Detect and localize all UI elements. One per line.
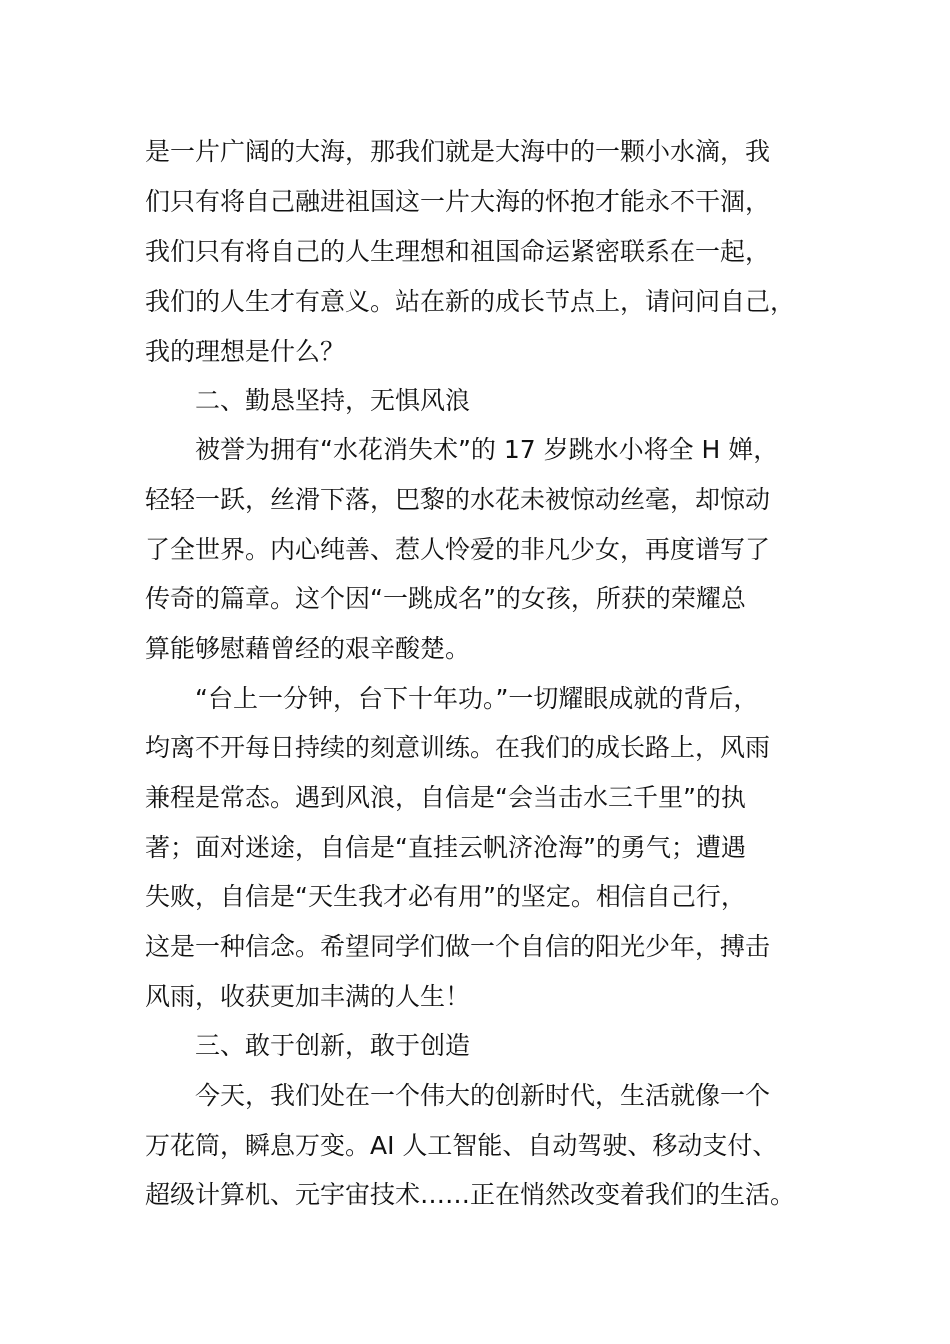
text-line: 这是一种信念。希望同学们做一个自信的阳光少年，搏击 xyxy=(145,932,771,961)
text-line: 著；面对迷途，自信是“直挂云帆济沧海”的勇气；遭遇 xyxy=(145,833,746,862)
section-heading: 三、敢于创新，敢于创造 xyxy=(195,1031,471,1060)
text-line: 万花筒，瞬息万变。AI 人工智能、自动驾驶、移动支付、 xyxy=(145,1131,778,1160)
text-line: 我们只有将自己的人生理想和祖国命运紧密联系在一起， xyxy=(145,237,771,266)
text-line: 我们的人生才有意义。站在新的成长节点上，请问问自己， xyxy=(145,287,796,316)
text-line: 超级计算机、元宇宙技术……正在悄然改变着我们的生活。 xyxy=(145,1180,796,1209)
text-line: 兼程是常态。遇到风浪，自信是“会当击水三千里”的执 xyxy=(145,783,746,812)
text-line: 失败，自信是“天生我才必有用”的坚定。相信自己行， xyxy=(145,882,746,911)
text-line: 被誉为拥有“水花消失术”的 17 岁跳水小将全 H 婵， xyxy=(195,435,779,464)
text-line: 了全世界。内心纯善、惹人怜爱的非凡少女，再度谱写了 xyxy=(145,535,771,564)
text-line: 们只有将自己融进祖国这一片大海的怀抱才能永不干涸， xyxy=(145,187,771,216)
text-line: 我的理想是什么？ xyxy=(145,337,346,366)
text-line: 是一片广阔的大海，那我们就是大海中的一颗小水滴，我 xyxy=(145,137,771,166)
text-line: “台上一分钟，台下十年功。”一切耀眼成就的背后， xyxy=(195,684,759,713)
text-line: 传奇的篇章。这个因“一跳成名”的女孩，所获的荣耀总 xyxy=(145,584,746,613)
text-line: 今天，我们处在一个伟大的创新时代，生活就像一个 xyxy=(195,1081,771,1110)
text-line: 均离不开每日持续的刻意训练。在我们的成长路上，风雨 xyxy=(145,733,771,762)
text-line: 风雨，收获更加丰满的人生！ xyxy=(145,982,471,1011)
text-line: 轻轻一跃，丝滑下落，巴黎的水花未被惊动丝毫，却惊动 xyxy=(145,485,771,514)
section-heading: 二、勤恳坚持，无惧风浪 xyxy=(195,386,471,415)
text-line: 算能够慰藉曾经的艰辛酸楚。 xyxy=(145,634,471,663)
